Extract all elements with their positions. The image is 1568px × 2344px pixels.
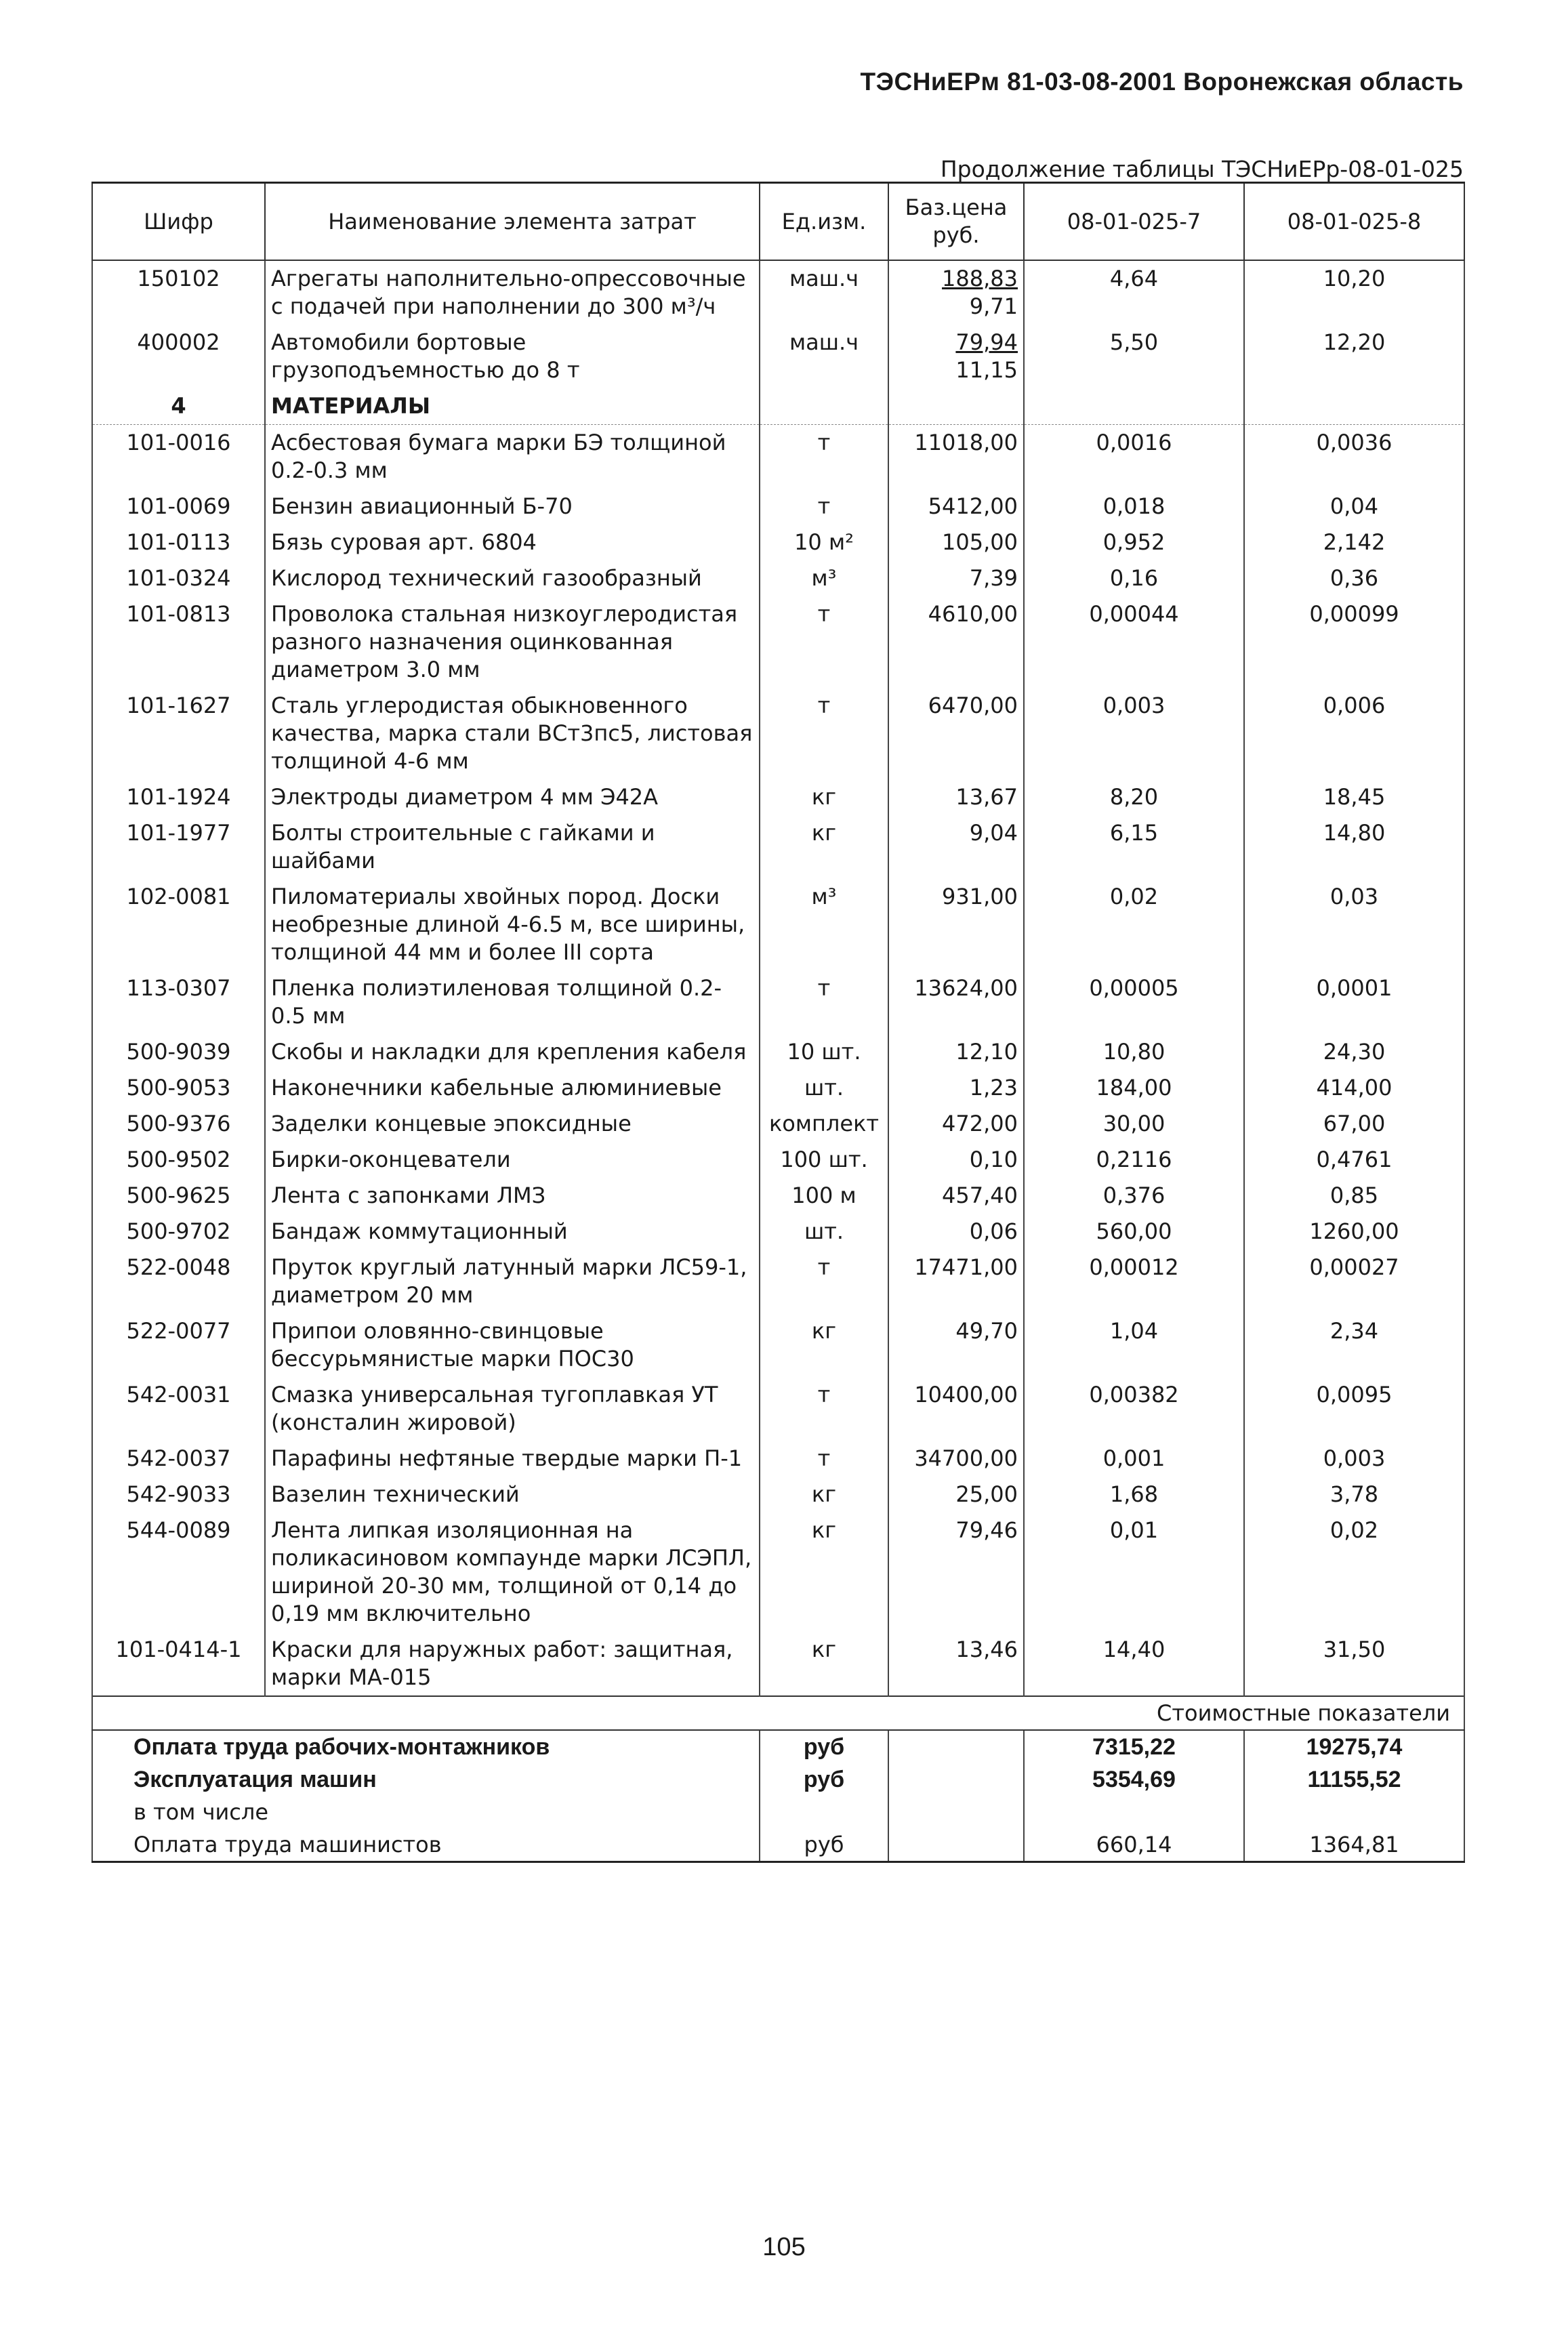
materials-rows <box>92 425 1464 1697</box>
summary-value-b: 11155,52 <box>1244 1763 1464 1796</box>
base-price: 17471,00 <box>888 1250 1024 1313</box>
summary-value-a: 5354,69 <box>1024 1763 1244 1796</box>
resource-unit: кг <box>760 1513 888 1632</box>
resource-code: 101-0813 <box>92 596 265 688</box>
resource-unit: т <box>760 1377 888 1441</box>
base-price: 931,00 <box>888 879 1024 970</box>
base-price: 4610,00 <box>888 596 1024 688</box>
resource-code: 101-0016 <box>92 425 265 489</box>
document-header: ТЭСНиЕРм 81-03-08-2001 Воронежская область <box>860 68 1464 96</box>
norm-value-a: 0,16 <box>1024 560 1244 596</box>
resource-unit: 10 м² <box>760 525 888 560</box>
summary-row <box>92 1796 1464 1828</box>
resource-name: Электроды диаметром 4 мм Э42А <box>265 779 760 815</box>
cost-title-row <box>92 1696 1464 1730</box>
norm-value-b: 0,00099 <box>1244 596 1464 688</box>
table-row <box>92 1441 1464 1477</box>
resource-unit: кг <box>760 1632 888 1696</box>
base-price: 34700,00 <box>888 1441 1024 1477</box>
table-row <box>92 1178 1464 1214</box>
resource-name: Скобы и накладки для крепления кабеля <box>265 1034 760 1070</box>
summary-value-b: 1364,81 <box>1244 1828 1464 1862</box>
summary-unit <box>760 1796 888 1828</box>
resource-code: 101-0324 <box>92 560 265 596</box>
resource-code: 542-0037 <box>92 1441 265 1477</box>
summary-value-a <box>1024 1796 1244 1828</box>
table-row <box>92 1034 1464 1070</box>
resource-code: 101-0414-1 <box>92 1632 265 1696</box>
summary-row <box>92 1828 1464 1862</box>
resource-unit: шт. <box>760 1070 888 1106</box>
resource-unit: т <box>760 970 888 1034</box>
norm-value-a: 14,40 <box>1024 1632 1244 1696</box>
norm-value-b: 0,0001 <box>1244 970 1464 1034</box>
base-price: 25,00 <box>888 1477 1024 1513</box>
summary-unit: руб <box>760 1730 888 1763</box>
summary-value-a: 7315,22 <box>1024 1730 1244 1763</box>
norm-value-b: 0,36 <box>1244 560 1464 596</box>
norm-value-a: 0,001 <box>1024 1441 1244 1477</box>
norm-value-a: 8,20 <box>1024 779 1244 815</box>
resource-name: Припои оловянно-свинцовые бессурьмянистые марки ПОС30 <box>265 1313 760 1377</box>
summary-label: в том числе <box>92 1796 760 1828</box>
resource-name: Смазка универсальная тугоплавкая УТ (консталин жировой) <box>265 1377 760 1441</box>
summary-value-b <box>1244 1796 1464 1828</box>
summary-row <box>92 1763 1464 1796</box>
base-price-wages: 9,71 <box>969 293 1018 319</box>
norm-value-a: 1,04 <box>1024 1313 1244 1377</box>
resource-name: Пруток круглый латунный марки ЛС59-1, диаметром 20 мм <box>265 1250 760 1313</box>
resource-unit: кг <box>760 815 888 879</box>
base-price: 105,00 <box>888 525 1024 560</box>
table-row <box>92 1214 1464 1250</box>
table-row <box>92 1477 1464 1513</box>
table-row <box>92 425 1464 489</box>
norm-value-b: 1260,00 <box>1244 1214 1464 1250</box>
table-row <box>92 1142 1464 1178</box>
norm-value-a: 1,68 <box>1024 1477 1244 1513</box>
machines-rows <box>92 260 1464 388</box>
table-row <box>92 1632 1464 1696</box>
norm-value-b: 2,34 <box>1244 1313 1464 1377</box>
cost-summary <box>92 1696 1464 1862</box>
base-price: 5412,00 <box>888 489 1024 525</box>
base-price: 0,06 <box>888 1214 1024 1250</box>
base-price: 457,40 <box>888 1178 1024 1214</box>
resource-unit: т <box>760 489 888 525</box>
norm-value-b: 0,85 <box>1244 1178 1464 1214</box>
norm-value-a: 5,50 <box>1024 325 1244 388</box>
norm-value-a: 0,018 <box>1024 489 1244 525</box>
section-row-group <box>92 388 1464 425</box>
norm-value-b: 18,45 <box>1244 779 1464 815</box>
resource-unit: т <box>760 688 888 779</box>
base-price: 13,46 <box>888 1632 1024 1696</box>
base-price: 7,39 <box>888 560 1024 596</box>
table-row <box>92 1377 1464 1441</box>
base-price: 13624,00 <box>888 970 1024 1034</box>
resource-unit: кг <box>760 1477 888 1513</box>
resource-code: 101-0113 <box>92 525 265 560</box>
base-price: 79,46 <box>888 1513 1024 1632</box>
base-price: 79,94 <box>955 329 1018 355</box>
norm-value-b: 0,4761 <box>1244 1142 1464 1178</box>
norm-value-b: 0,02 <box>1244 1513 1464 1632</box>
resource-unit: 100 шт. <box>760 1142 888 1178</box>
resource-code: 500-9625 <box>92 1178 265 1214</box>
column-header-norm-b: 08-01-025-8 <box>1244 183 1464 261</box>
resource-name: Пленка полиэтиленовая толщиной 0.2-0.5 мм <box>265 970 760 1034</box>
resource-code: 101-0069 <box>92 489 265 525</box>
resource-name: Бензин авиационный Б-70 <box>265 489 760 525</box>
summary-empty <box>888 1828 1024 1862</box>
resource-code: 500-9702 <box>92 1214 265 1250</box>
norm-value-b: 24,30 <box>1244 1034 1464 1070</box>
norm-value-a: 0,02 <box>1024 879 1244 970</box>
norm-value-b: 0,003 <box>1244 1441 1464 1477</box>
norm-value-a: 0,376 <box>1024 1178 1244 1214</box>
resource-name: Вазелин технический <box>265 1477 760 1513</box>
table-header-row <box>92 183 1464 261</box>
resource-code: 500-9376 <box>92 1106 265 1142</box>
cost-title: Стоимостные показатели <box>92 1696 1464 1730</box>
resource-code: 500-9053 <box>92 1070 265 1106</box>
column-header-norm-a: 08-01-025-7 <box>1024 183 1244 261</box>
resource-unit: шт. <box>760 1214 888 1250</box>
table-row <box>92 1250 1464 1313</box>
table-row <box>92 1070 1464 1106</box>
norm-value-a: 30,00 <box>1024 1106 1244 1142</box>
resource-unit: м³ <box>760 560 888 596</box>
norm-value-b: 31,50 <box>1244 1632 1464 1696</box>
resource-name: Лента с запонками ЛМЗ <box>265 1178 760 1214</box>
resource-name: Асбестовая бумага марки БЭ толщиной 0.2-0.3 мм <box>265 425 760 489</box>
resource-name: Краски для наружных работ: защитная, марки МА-015 <box>265 1632 760 1696</box>
resource-unit: т <box>760 425 888 489</box>
resource-table <box>91 182 1465 1863</box>
resource-name: Бандаж коммутационный <box>265 1214 760 1250</box>
summary-label: Эксплуатация машин <box>92 1763 760 1796</box>
resource-code: 544-0089 <box>92 1513 265 1632</box>
norm-value-a: 0,003 <box>1024 688 1244 779</box>
base-price: 49,70 <box>888 1313 1024 1377</box>
resource-code: 101-1977 <box>92 815 265 879</box>
resource-code: 102-0081 <box>92 879 265 970</box>
resource-code: 542-0031 <box>92 1377 265 1441</box>
resource-name: Проволока стальная низкоуглеродистая разного назначения оцинкованная диаметром 3.0 мм <box>265 596 760 688</box>
resource-code: 522-0048 <box>92 1250 265 1313</box>
section-header-row <box>92 388 1464 425</box>
table-row <box>92 260 1464 325</box>
norm-value-b: 0,0036 <box>1244 425 1464 489</box>
base-price-cell <box>888 325 1024 388</box>
table-row <box>92 525 1464 560</box>
resource-name: Лента липкая изоляционная на поликасиновом компаунде марки ЛСЭПЛ, шириной 20-30 мм, толщиной от 0,14 до 0,19 мм включительно <box>265 1513 760 1632</box>
norm-value-b: 10,20 <box>1244 260 1464 325</box>
table-row <box>92 879 1464 970</box>
resource-unit: 100 м <box>760 1178 888 1214</box>
resource-unit: м³ <box>760 879 888 970</box>
norm-value-a: 0,01 <box>1024 1513 1244 1632</box>
norm-value-a: 0,00044 <box>1024 596 1244 688</box>
norm-value-b: 67,00 <box>1244 1106 1464 1142</box>
base-price: 1,23 <box>888 1070 1024 1106</box>
summary-unit: руб <box>760 1828 888 1862</box>
resource-code: 150102 <box>92 260 265 325</box>
section-number: 4 <box>92 388 265 425</box>
table-row <box>92 596 1464 688</box>
resource-unit: 10 шт. <box>760 1034 888 1070</box>
base-price: 12,10 <box>888 1034 1024 1070</box>
norm-value-a: 0,0016 <box>1024 425 1244 489</box>
norm-value-b: 414,00 <box>1244 1070 1464 1106</box>
table-row <box>92 1106 1464 1142</box>
table-row <box>92 560 1464 596</box>
resource-unit: т <box>760 1441 888 1477</box>
resource-name: Парафины нефтяные твердые марки П-1 <box>265 1441 760 1477</box>
norm-value-b: 0,03 <box>1244 879 1464 970</box>
table-row <box>92 779 1464 815</box>
resource-code: 500-9039 <box>92 1034 265 1070</box>
table-row <box>92 325 1464 388</box>
resource-code: 522-0077 <box>92 1313 265 1377</box>
summary-value-a: 660,14 <box>1024 1828 1244 1862</box>
base-price: 11018,00 <box>888 425 1024 489</box>
norm-value-a: 0,2116 <box>1024 1142 1244 1178</box>
norm-value-b: 12,20 <box>1244 325 1464 388</box>
resource-name: Сталь углеродистая обыкновенного качества, марка стали ВСт3пс5, листовая толщиной 4-6 мм <box>265 688 760 779</box>
summary-empty <box>888 1796 1024 1828</box>
resource-unit: маш.ч <box>760 325 888 388</box>
base-price: 472,00 <box>888 1106 1024 1142</box>
base-price: 13,67 <box>888 779 1024 815</box>
column-header-unit: Ед.изм. <box>760 183 888 261</box>
table-continuation-note: Продолжение таблицы ТЭСНиЕРр-08-01-025 <box>940 156 1464 182</box>
table-row <box>92 1313 1464 1377</box>
resource-code: 101-1924 <box>92 779 265 815</box>
norm-value-a: 0,00005 <box>1024 970 1244 1034</box>
norm-value-b: 14,80 <box>1244 815 1464 879</box>
norm-value-a: 10,80 <box>1024 1034 1244 1070</box>
resource-unit: т <box>760 596 888 688</box>
norm-value-b: 0,00027 <box>1244 1250 1464 1313</box>
norm-value-b: 2,142 <box>1244 525 1464 560</box>
base-price-wages: 11,15 <box>955 357 1018 383</box>
base-price: 188,83 <box>942 266 1018 291</box>
summary-label: Оплата труда рабочих-монтажников <box>92 1730 760 1763</box>
resource-unit: маш.ч <box>760 260 888 325</box>
summary-value-b: 19275,74 <box>1244 1730 1464 1763</box>
resource-name: Бирки-оконцеватели <box>265 1142 760 1178</box>
table-row <box>92 688 1464 779</box>
resource-name: Бязь суровая арт. 6804 <box>265 525 760 560</box>
column-header-name: Наименование элемента затрат <box>265 183 760 261</box>
resource-code: 400002 <box>92 325 265 388</box>
resource-name: Кислород технический газообразный <box>265 560 760 596</box>
resource-code: 101-1627 <box>92 688 265 779</box>
base-price: 0,10 <box>888 1142 1024 1178</box>
resource-unit: кг <box>760 779 888 815</box>
summary-empty <box>888 1763 1024 1796</box>
summary-label: Оплата труда машинистов <box>92 1828 760 1862</box>
section-title: МАТЕРИАЛЫ <box>265 388 760 425</box>
summary-row <box>92 1730 1464 1763</box>
norm-value-a: 0,952 <box>1024 525 1244 560</box>
norm-value-a: 0,00382 <box>1024 1377 1244 1441</box>
resource-code: 500-9502 <box>92 1142 265 1178</box>
resource-unit: кг <box>760 1313 888 1377</box>
base-price: 6470,00 <box>888 688 1024 779</box>
resource-unit: т <box>760 1250 888 1313</box>
norm-value-a: 0,00012 <box>1024 1250 1244 1313</box>
resource-name: Наконечники кабельные алюминиевые <box>265 1070 760 1106</box>
table-row <box>92 489 1464 525</box>
norm-value-b: 0,006 <box>1244 688 1464 779</box>
norm-value-a: 184,00 <box>1024 1070 1244 1106</box>
norm-value-b: 3,78 <box>1244 1477 1464 1513</box>
norm-value-a: 4,64 <box>1024 260 1244 325</box>
resource-name: Заделки концевые эпоксидные <box>265 1106 760 1142</box>
base-price: 9,04 <box>888 815 1024 879</box>
base-price: 10400,00 <box>888 1377 1024 1441</box>
page-number: 105 <box>762 2233 806 2261</box>
column-header-price: Баз.цена руб. <box>888 183 1024 261</box>
summary-empty <box>888 1730 1024 1763</box>
resource-name: Болты строительные с гайками и шайбами <box>265 815 760 879</box>
norm-value-b: 0,04 <box>1244 489 1464 525</box>
column-header-code: Шифр <box>92 183 265 261</box>
resource-unit: комплект <box>760 1106 888 1142</box>
resource-name: Автомобили бортовые грузоподъемностью до 8 т <box>265 325 760 388</box>
table-row <box>92 970 1464 1034</box>
norm-value-b: 0,0095 <box>1244 1377 1464 1441</box>
resource-code: 113-0307 <box>92 970 265 1034</box>
norm-value-a: 6,15 <box>1024 815 1244 879</box>
norm-value-a: 560,00 <box>1024 1214 1244 1250</box>
resource-name: Пиломатериалы хвойных пород. Доски необрезные длиной 4-6.5 м, все ширины, толщиной 44 мм и более III сорта <box>265 879 760 970</box>
base-price-cell <box>888 260 1024 325</box>
table-row <box>92 815 1464 879</box>
resource-name: Агрегаты наполнительно-опрессовочные с подачей при наполнении до 300 м³/ч <box>265 260 760 325</box>
table-row <box>92 1513 1464 1632</box>
summary-unit: руб <box>760 1763 888 1796</box>
resource-code: 542-9033 <box>92 1477 265 1513</box>
